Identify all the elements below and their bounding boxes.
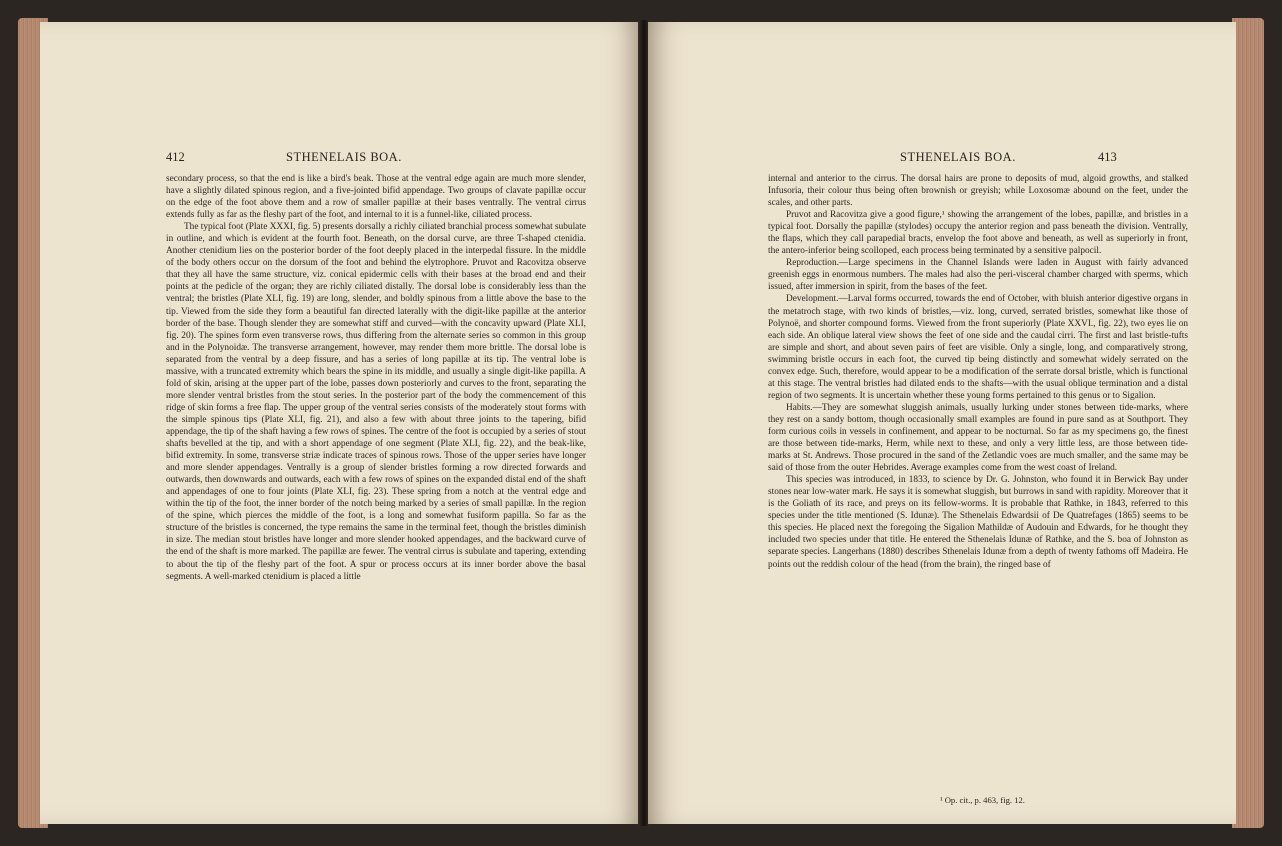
body-text [768, 173, 1188, 571]
paragraph: Development.—Larval forms occurred, towards the end of October, with bluish anterior digestive organs in the metatroch stage, with two kinds of bristles,—viz. long, curved, serrated bristles, somewhat like those of Polynoë, and shorter compound forms. Viewed from the front superiorly (Plate XXVI., fig. 22), two eyes lie on each side. An oblique lateral view shows the feet of one side and the caudal cirri. The first and last bristle-tufts are simple and short, and about seven pairs of feet are visible. Only a single, long, and comparatively strong, swimming bristle occurs in each foot, the curved tip being distinctly and somewhat widely serrated on the convex edge. Such, therefore, would appear to be a modification of the serrate dorsal bristle, which is functional at this stage. The ventral bristles had dilated ends to the shafts—with the usual oblique termination and a distal region of two segments. It is uncertain whether these young forms pertained to this genus or to Sigalion. [768, 294, 1188, 401]
page-number: 412 [166, 150, 185, 164]
paragraph: internal and anterior to the cirrus. The dorsal hairs are prone to deposits of mud, algoid growths, and stalked Infusoria, their colour thus being often brownish or greyish; while Loxosomæ abound on the feet, under the scales, and other parts. [768, 174, 1188, 209]
running-head: STHENELAIS BOA. [900, 150, 1016, 164]
paragraph: Pruvot and Racovitza give a good figure,¹ showing the arrangement of the lobes, papillæ, and bristles in a typical foot. Dorsally the papillæ (stylodes) occupy the anterior region and pass beneath the division. Ventrally, the flaps, which they call parapedial bracts, envelop the foot above and beneath, as well as superiorly in front, the antero-inferior being scolloped, each process being terminated by a sensitive palpocil. [768, 210, 1188, 257]
paragraph: Reproduction.—Large specimens in the Channel Islands were laden in August with fairly advanced greenish eggs in enormous numbers. The males had also the peri-visceral chamber charged with sperms, which issued, after immersion in spirit, from the bases of the feet. [768, 258, 1188, 293]
right-page [648, 22, 1236, 824]
footnote: ¹ Op. cit., p. 463, fig. 12. [940, 795, 1025, 805]
running-head: STHENELAIS BOA. [286, 150, 402, 164]
left-page [40, 22, 640, 824]
paragraph: Habits.—They are somewhat sluggish animals, usually lurking under stones between tide-marks, where they rest on a sandy bottom, though occasionally small examples are found in pure sand as at Southport. They form curious coils in vessels in confinement, and appear to be nocturnal. So far as my specimens go, the finest are those between tide-marks, Herm, while next to these, and only a very little less, are those between tide-marks at St. Andrews. Those procured in the sand of the Zetlandic voes are much smaller, and the same may be said of those from the outer Hebrides. Average examples come from the west coast of Ireland. [768, 402, 1188, 474]
page-number: 413 [1098, 150, 1117, 164]
body-text [166, 173, 586, 583]
paragraph: This species was introduced, in 1833, to science by Dr. G. Johnston, who found it in Berwick Bay under stones near low-water mark. He says it is somewhat sluggish, but burrows in sand with rapidity. Moreover that it is the Goliath of its race, and preys on its fellow-worms. It is probable that Rathke, in 1843, referred to this species under the title mentioned (S. Idunæ). The Sthenelais Edwardsii of De Quatrefages (1865) seems to be this species. He placed next the foregoing the Sigalion Mathildæ of Audouin and Edwards, for he thought they included two species under that title. He entered the Sthenelais Idunæ of Rathke, and the S. boa of Johnston as separate species. Langerhans (1880) describes Sthenelais Idunæ from a depth of twenty fathoms off Madeira. He points out the reddish colour of the head (from the brain), the ringed base of [768, 475, 1188, 570]
book-edge-right [1232, 18, 1264, 828]
paragraph: secondary process, so that the end is like a bird's beak. Those at the ventral edge again are much more slender, have a slightly dilated spinous region, and a five-jointed bifid appendage. Two groups of clavate papillæ occur on the edge of the foot above them and a row of smaller papillæ at their bases ventrally. The ventral cirrus extends fully as far as the fleshy part of the foot, and internal to it is a funnel-like, ciliated process. [166, 174, 586, 221]
paragraph: The typical foot (Plate XXXI, fig. 5) presents dorsally a richly ciliated branchial process somewhat subulate in outline, and which is evident at the fourth foot. Beneath, on the dorsal curve, are three T-shaped ctenidia. Another ctenidium lies on the posterior border of the foot deeply placed in the interpedal fissure. In the middle of the body others occur on the dorsum of the foot and behind the elytrophore. Pruvot and Racovitza observe that they all have the same structure, viz. conical epidermic cells with their bases at the broad end and their points at the pedicle of the organ; they are richly ciliated distally. The dorsal lobe is considerably less than the ventral; the bristles (Plate XLI, fig. 19) are long, slender, and boldly spinous from a little above the base to the tip. Viewed from the side they form a beautiful fan directed laterally with the digit-like papillæ at the anterior border of the base. Though slender they are somewhat stiff and curved—with the concavity upward (Plate XLI, fig. 20). The spines form even transverse rows, thus differing from the alternate series so common in this group and in the Polynoidæ. The transverse arrangement, however, may render them more brittle. The dorsal lobe is separated from the ventral by a deep fissure, and has a series of long papillæ at its tip. The ventral lobe is massive, with a truncated extremity which bears the spine in its middle, and usually a single digit-like papilla. A fold of skin, arising at the upper part of the lobe, passes down posteriorly and curves to the front, separating the more slender ventral bristles from the stout series. In the posterior part of the body the commencement of this ridge of skin forms a free flap. The upper group of the ventral series consists of the moderately stout forms with the simple spinous tips (Plate XLI, fig. 21), and also a few with about three joints to the tapering, bifid appendage, the tip of the shaft having a few rows of spines. The centre of the foot is occupied by a series of stout shafts bevelled at the tip, and with a short appendage of one segment (Plate XLI, fig. 22), and the beak-like, bifid extremity. In some, transverse striæ indicate traces of spinous rows. Those of the upper series have longer and more slender appendages. Ventrally is a group of slender bristles forming a row directed forwards and outwards, then downwards and outwards, each with a few rows of spines on the expanded distal end of the shaft and appendages of one to four joints (Plate XLI, fig. 23). These spring from a notch at the ventral edge and within the tip of the foot, the inner border of the notch being marked by a series of small papillæ. In the region of the spine, which pierces the middle of the foot, is a long and somewhat fusiform papilla. So far as the structure of the bristles is concerned, the type remains the same in the terminal feet, though the bristles diminish in size. The median stout bristles have longer and more slender hooked appendages, and the backward curve of the end of the shaft is more marked. The papillæ are fewer. The ventral cirrus is subulate and tapering, extending to about the tip of the fleshy part of the foot. A spur or process occurs at its inner border above the basal segments. A well-marked ctenidium is placed a little [166, 222, 586, 582]
